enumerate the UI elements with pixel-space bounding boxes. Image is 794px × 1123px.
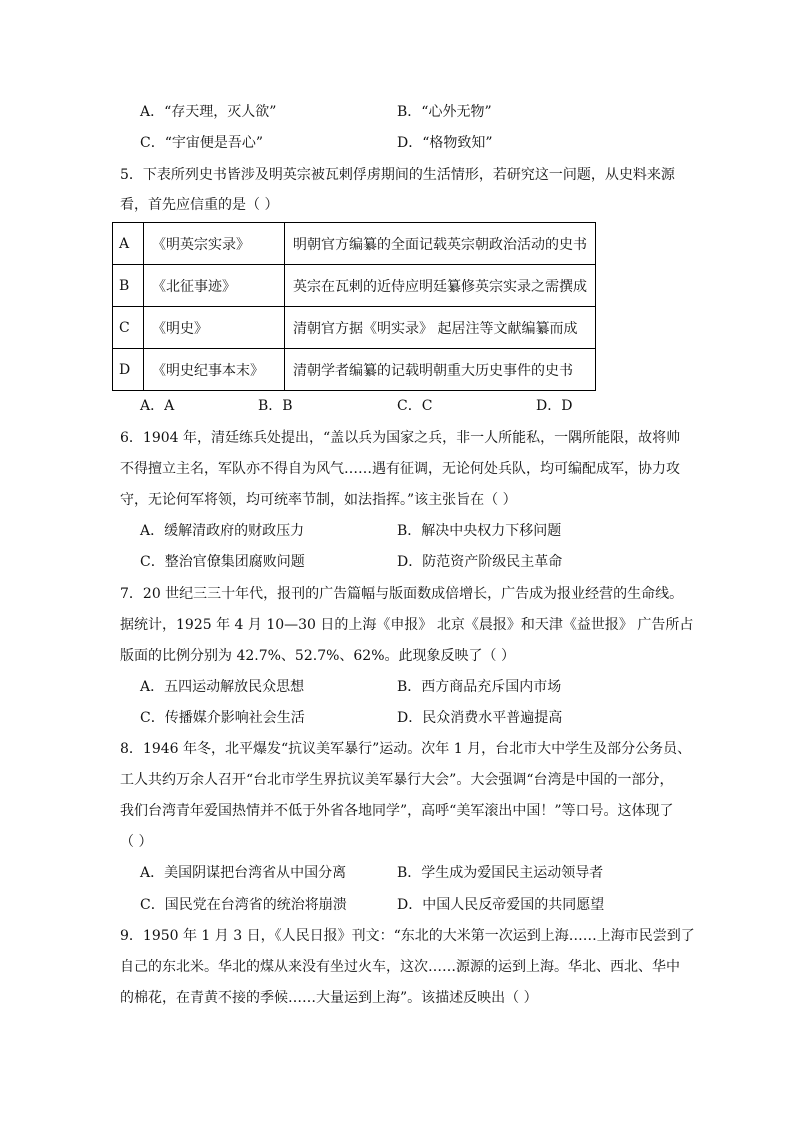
q8-stem-line-1: 8．1946 年冬，北平爆发“抗议美军暴行”运动。次年 1 月，台北市大中学生及部分公务员、 (120, 741, 692, 757)
table-row (113, 307, 596, 349)
q7-stem-line-2: 据统计，1925 年 4 月 10—30 日的上海《申报》 北京《晨报》和天津《益世报》 广告所占 (120, 617, 694, 633)
q5-stem-line-2: 看，首先应信重的是（ ） (120, 197, 279, 213)
q7-stem-line-3: 版面的比例分别为 42.7%、52.7%、62%。此现象反映了（ ） (120, 648, 515, 664)
q8-option-b: B．学生成为爱国民主运动领导者 (397, 865, 604, 881)
q8-stem-line-4: （ ） (120, 834, 153, 850)
q8-option-d: D．中国人民反帝爱国的共同愿望 (397, 897, 605, 913)
q6-option-c: C．整治官僚集团腐败问题 (140, 554, 305, 570)
q4-option-b: B．“心外无物” (397, 104, 492, 120)
q6-option-d: D．防范资产阶级民主革命 (397, 554, 563, 570)
q6-stem-line-1: 6．1904 年，清廷练兵处提出，“盖以兵为国家之兵，非一人所能私，一隅所能限，故将帅 (120, 430, 681, 446)
q7-stem-line-1: 7．20 世纪三三十年代，报刊的广告篇幅与版面数成倍增长，广告成为报业经营的生命线。 (120, 586, 684, 602)
table-cell-desc: 明朝官方编纂的全面记载英宗朝政治活动的史书 (285, 223, 596, 265)
table-cell-letter: B (113, 265, 144, 307)
q8-stem-line-2: 工人共约万余人召开“台北市学生界抗议美军暴行大会”。大会强调“台湾是中国的一部分， (120, 772, 674, 788)
q5-source-table (112, 222, 596, 391)
q9-stem-line-3: 的棉花，在青黄不接的季候……大量运到上海”。该描述反映出（ ） (120, 990, 538, 1006)
table-row (113, 349, 596, 391)
table-cell-book: 《明英宗实录》 (144, 223, 285, 265)
q4-option-c: C．“宇宙便是吾心” (140, 135, 264, 151)
q7-option-c: C．传播媒介影响社会生活 (140, 710, 305, 726)
q8-stem-line-3: 我们台湾青年爱国热情并不低于外省各地同学”，高呼“美军滚出中国！”等口号。这体现了 (120, 803, 674, 819)
table-row (113, 265, 596, 307)
q5-option-a: A．A (140, 398, 175, 414)
q7-option-a: A．五四运动解放民众思想 (140, 679, 305, 695)
table-cell-desc: 清朝学者编纂的记载明朝重大历史事件的史书 (285, 349, 596, 391)
table-row (113, 223, 596, 265)
q6-stem-line-3: 守，无论何军将领，均可统率节制，如法指挥。”该主张旨在（ ） (120, 492, 517, 508)
q6-option-a: A．缓解清政府的财政压力 (140, 523, 305, 539)
q7-option-d: D．民众消费水平普遍提高 (397, 710, 563, 726)
table-cell-letter: D (113, 349, 144, 391)
q5-option-b: B．B (258, 398, 293, 414)
q5-option-c: C．C (397, 398, 433, 414)
table-cell-desc: 清朝官方据《明实录》 起居注等文献编纂而成 (285, 307, 596, 349)
table-cell-desc: 英宗在瓦剌的近侍应明廷纂修英宗实录之需撰成 (285, 265, 596, 307)
table-cell-book: 《明史》 (144, 307, 285, 349)
q9-stem-line-2: 自己的东北米。华北的煤从来没有坐过火车，这次……源源的运到上海。华北、西北、华中 (120, 959, 680, 975)
q4-option-a: A．“存天理，灭人欲” (140, 104, 277, 120)
q5-stem-line-1: 5．下表所列史书皆涉及明英宗被瓦剌俘虏期间的生活情形，若研究这一问题，从史料来源 (120, 167, 675, 183)
q5-option-d: D．D (536, 398, 573, 414)
q6-option-b: B．解决中央权力下移问题 (397, 523, 562, 539)
table-cell-book: 《明史纪事本末》 (144, 349, 285, 391)
q8-option-c: C．国民党在台湾省的统治将崩溃 (140, 897, 347, 913)
q4-option-d: D．“格物致知” (397, 135, 493, 151)
table-cell-book: 《北征事迹》 (144, 265, 285, 307)
q6-stem-line-2: 不得擅立主名，军队亦不得自为风气……遇有征调，无论何处兵队，均可编配成军，协力攻 (120, 461, 680, 477)
table-cell-letter: C (113, 307, 144, 349)
q9-stem-line-1: 9．1950 年 1 月 3 日，《人民日报》刊文：“东北的大米第一次运到上海……上海市民尝到了 (120, 928, 695, 944)
q8-option-a: A．美国阴谋把台湾省从中国分离 (140, 865, 347, 881)
q7-option-b: B．西方商品充斥国内市场 (397, 679, 562, 695)
table-cell-letter: A (113, 223, 144, 265)
